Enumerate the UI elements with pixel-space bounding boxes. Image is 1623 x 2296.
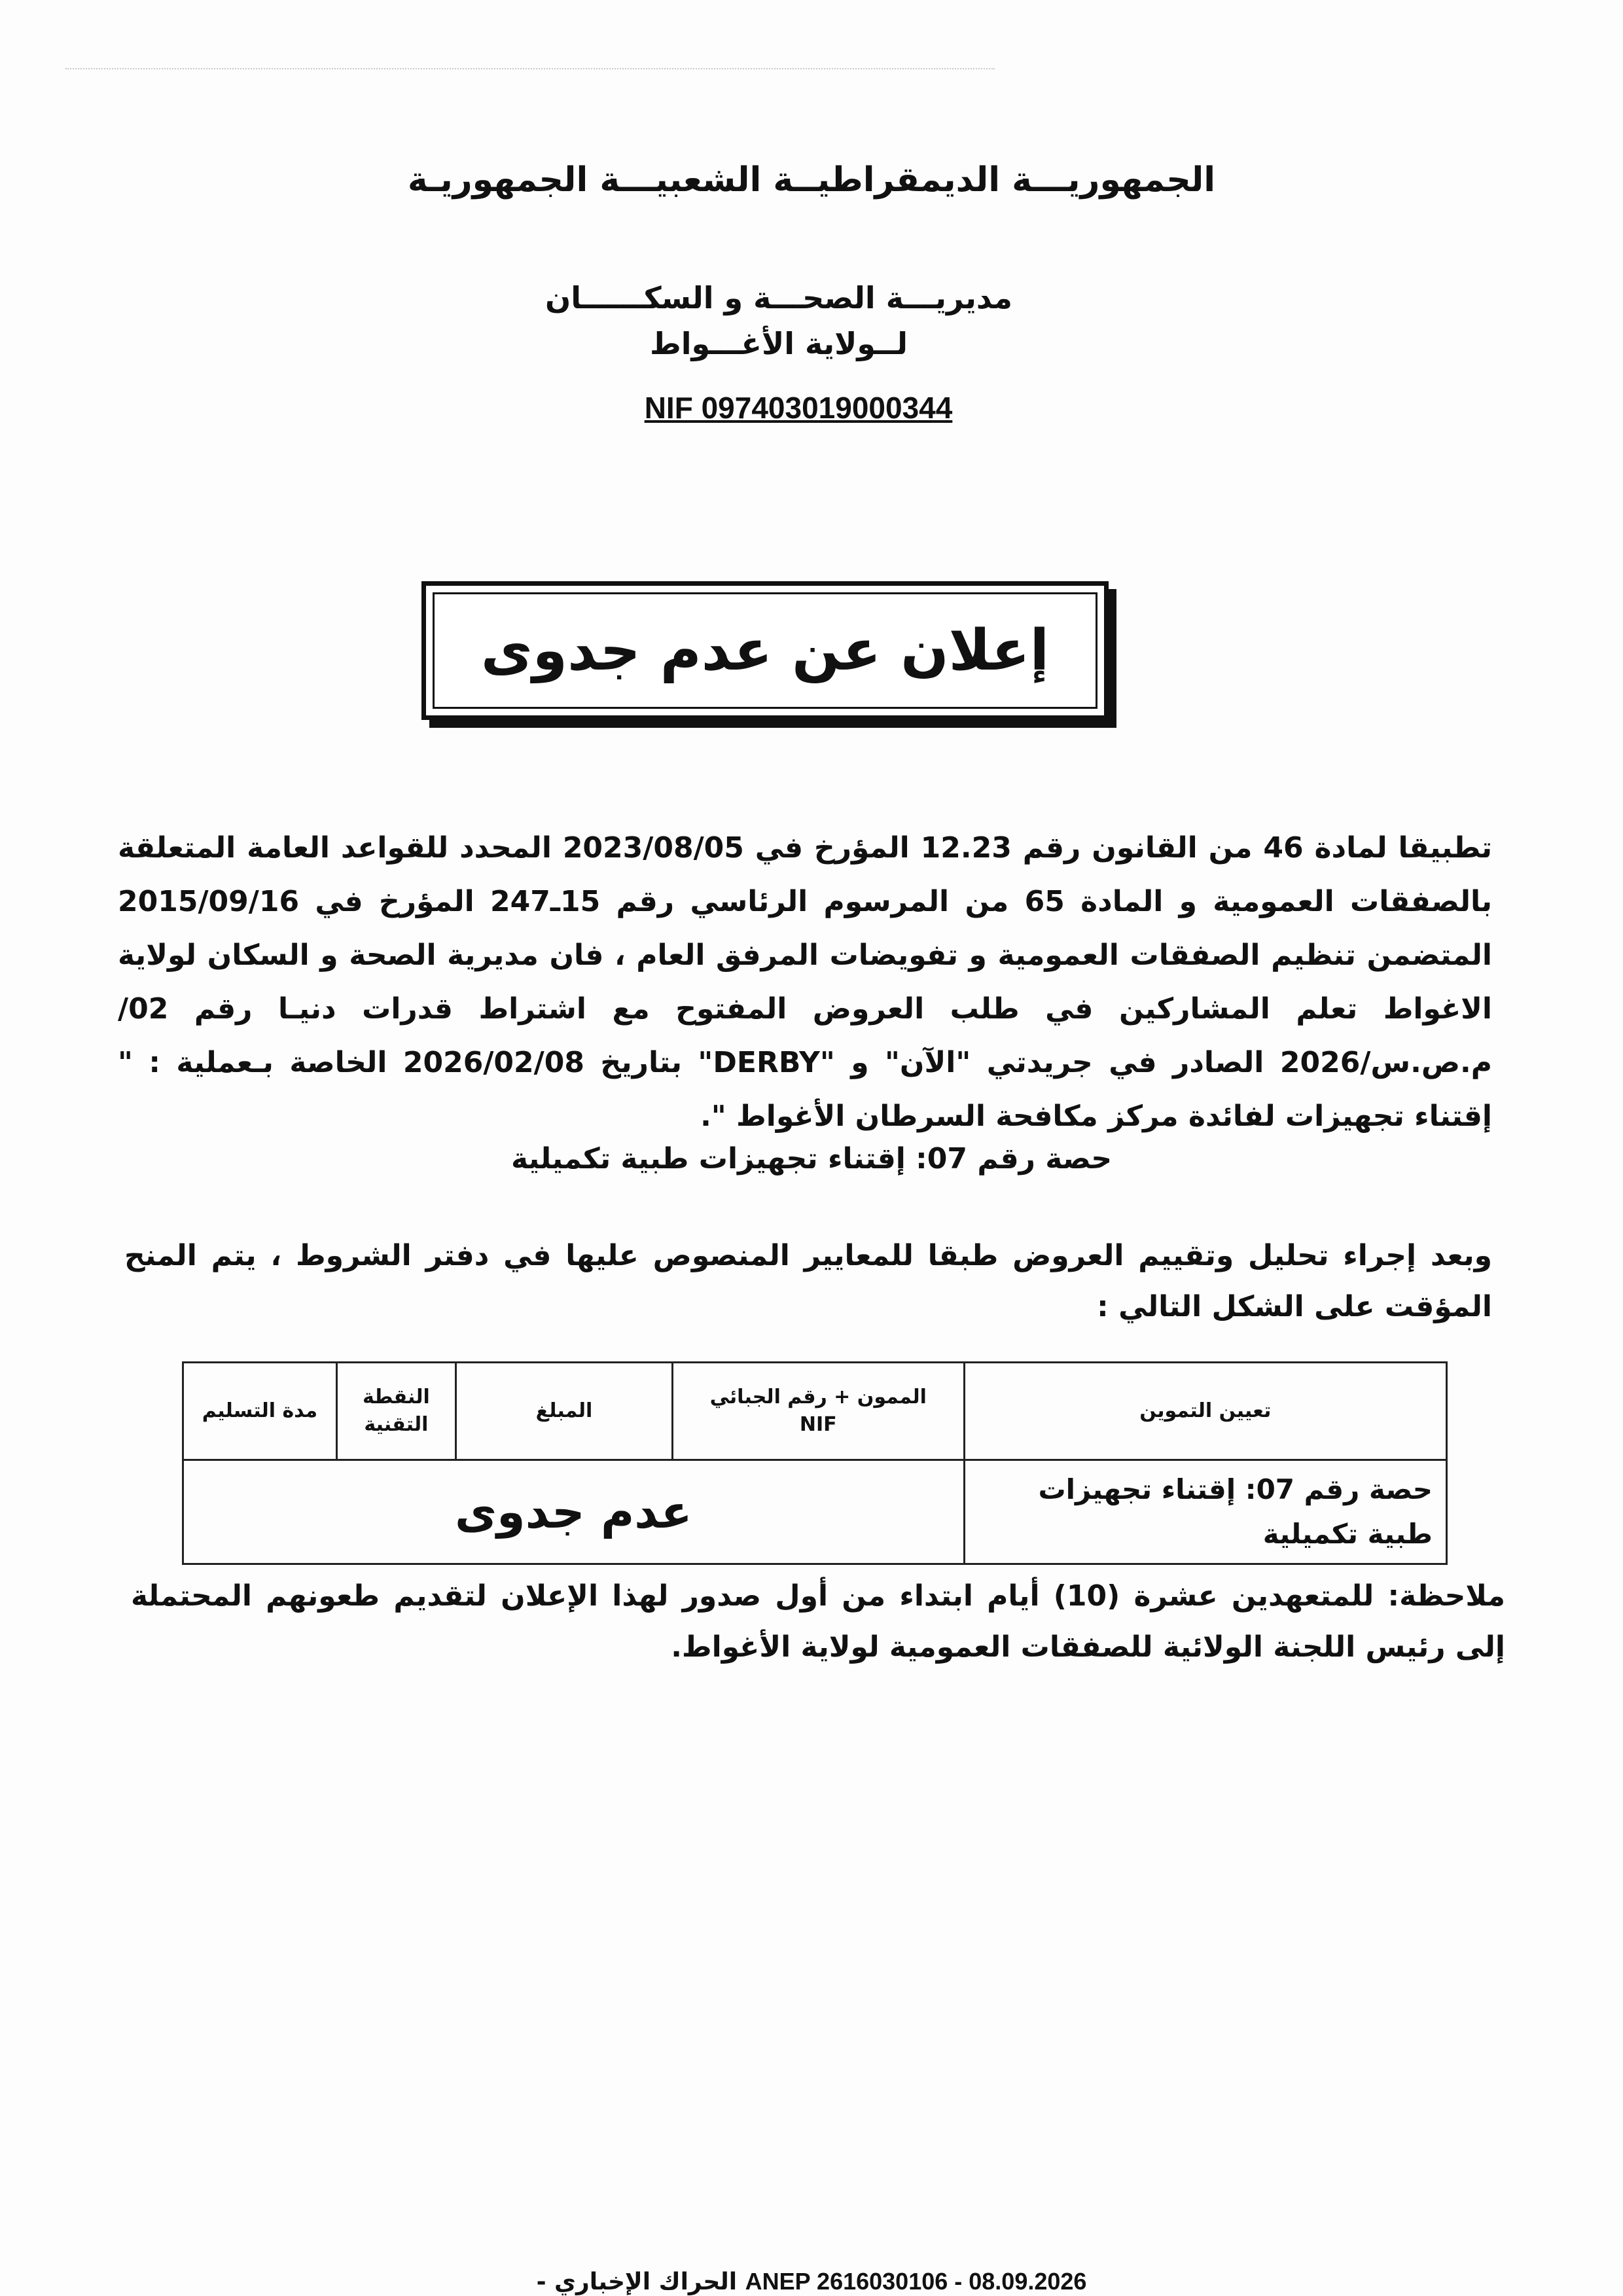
- announcement-title: إعلان عن عدم جدوى: [480, 618, 1050, 683]
- note-paragraph: ملاحظة: للمتعهدين عشرة (10) أيام ابتداء من أول صدور لهذا الإعلان لتقديم طعونهم المحتملة إلى رئيس اللجنة الولائية للصفقات العمومية لولاية الأغواط.: [131, 1579, 1505, 1664]
- header-supplier-nif: NIF: [799, 1413, 837, 1436]
- award-table: [182, 1361, 1448, 1565]
- lot-line: حصة رقم 07: إقتناء تجهيزات طبية تكميلية: [510, 1142, 1113, 1175]
- directorate-block: [497, 275, 1060, 367]
- title-box: [421, 581, 1109, 720]
- body-paragraph: تطبيقا لمادة 46 من القانون رقم 12.23 المؤرخ في 2023/08/05 المحدد للقواعد العامة المتعلقة بالصفقات العمومية و المادة 65 من المرسوم الرئاسي رقم 15ـ247 المؤرخ في 2015/09/16 المتضمن تنظيم الصفقات العمومية و تفويضات المرفق العام ، فان مديرية الصحة و السكان لولاية الاغواط تعلم المشاركين في طلب العروض المفتوح مع اشتراط قدرات دنيـا رقم 02/م.ص.س/2026 الصادر في جريدتي "الآن" و "DERBY" بتاريخ 2026/02/08 الخاصة بـعملية : " إقتناء تجهيزات لفائدة مركز مكافحة السرطان الأغواط ".: [118, 831, 1493, 1133]
- evaluation-paragraph: وبعد إجراء تحليل وتقييم العروض طبقا للمعايير المنصوص عليها في دفتر الشروط ، يتم المنح المؤقت على الشكل التالي :: [124, 1239, 1492, 1323]
- table-row: [183, 1460, 1447, 1564]
- header-delivery: مدة التسليم: [183, 1363, 337, 1460]
- top-dotted-rule: [65, 68, 995, 69]
- lot-cell: حصة رقم 07: إقتناء تجهيزات طبية تكميلية: [964, 1460, 1446, 1564]
- footer-publisher: الحراك الإخباري -: [536, 2269, 738, 2295]
- header-supplier-label: الممون + رقم الجبائي: [709, 1386, 927, 1408]
- footer: [0, 2268, 1623, 2295]
- result-cell: عدم جدوى: [183, 1460, 965, 1564]
- header-amount: المبلغ: [455, 1363, 672, 1460]
- header-designation: تعيين التموين: [964, 1363, 1446, 1460]
- directorate-line2: لــولاية الأغـــواط: [650, 326, 908, 361]
- header-supplier: [672, 1363, 964, 1460]
- footer-reference: ANEP 2616030106 - 08.09.2026: [745, 2268, 1087, 2295]
- directorate-line1: مديريـــة الصحـــة و السكــــــان: [545, 280, 1012, 315]
- republic-heading: الجمهوريـــة الديمقراطيــة الشعبيـــة الجمهوريـة: [407, 160, 1216, 200]
- nif-number: NIF 097403019000344: [644, 391, 953, 425]
- table-header-row: [183, 1363, 1447, 1460]
- header-technical-score: النقطة التقنية: [336, 1363, 455, 1460]
